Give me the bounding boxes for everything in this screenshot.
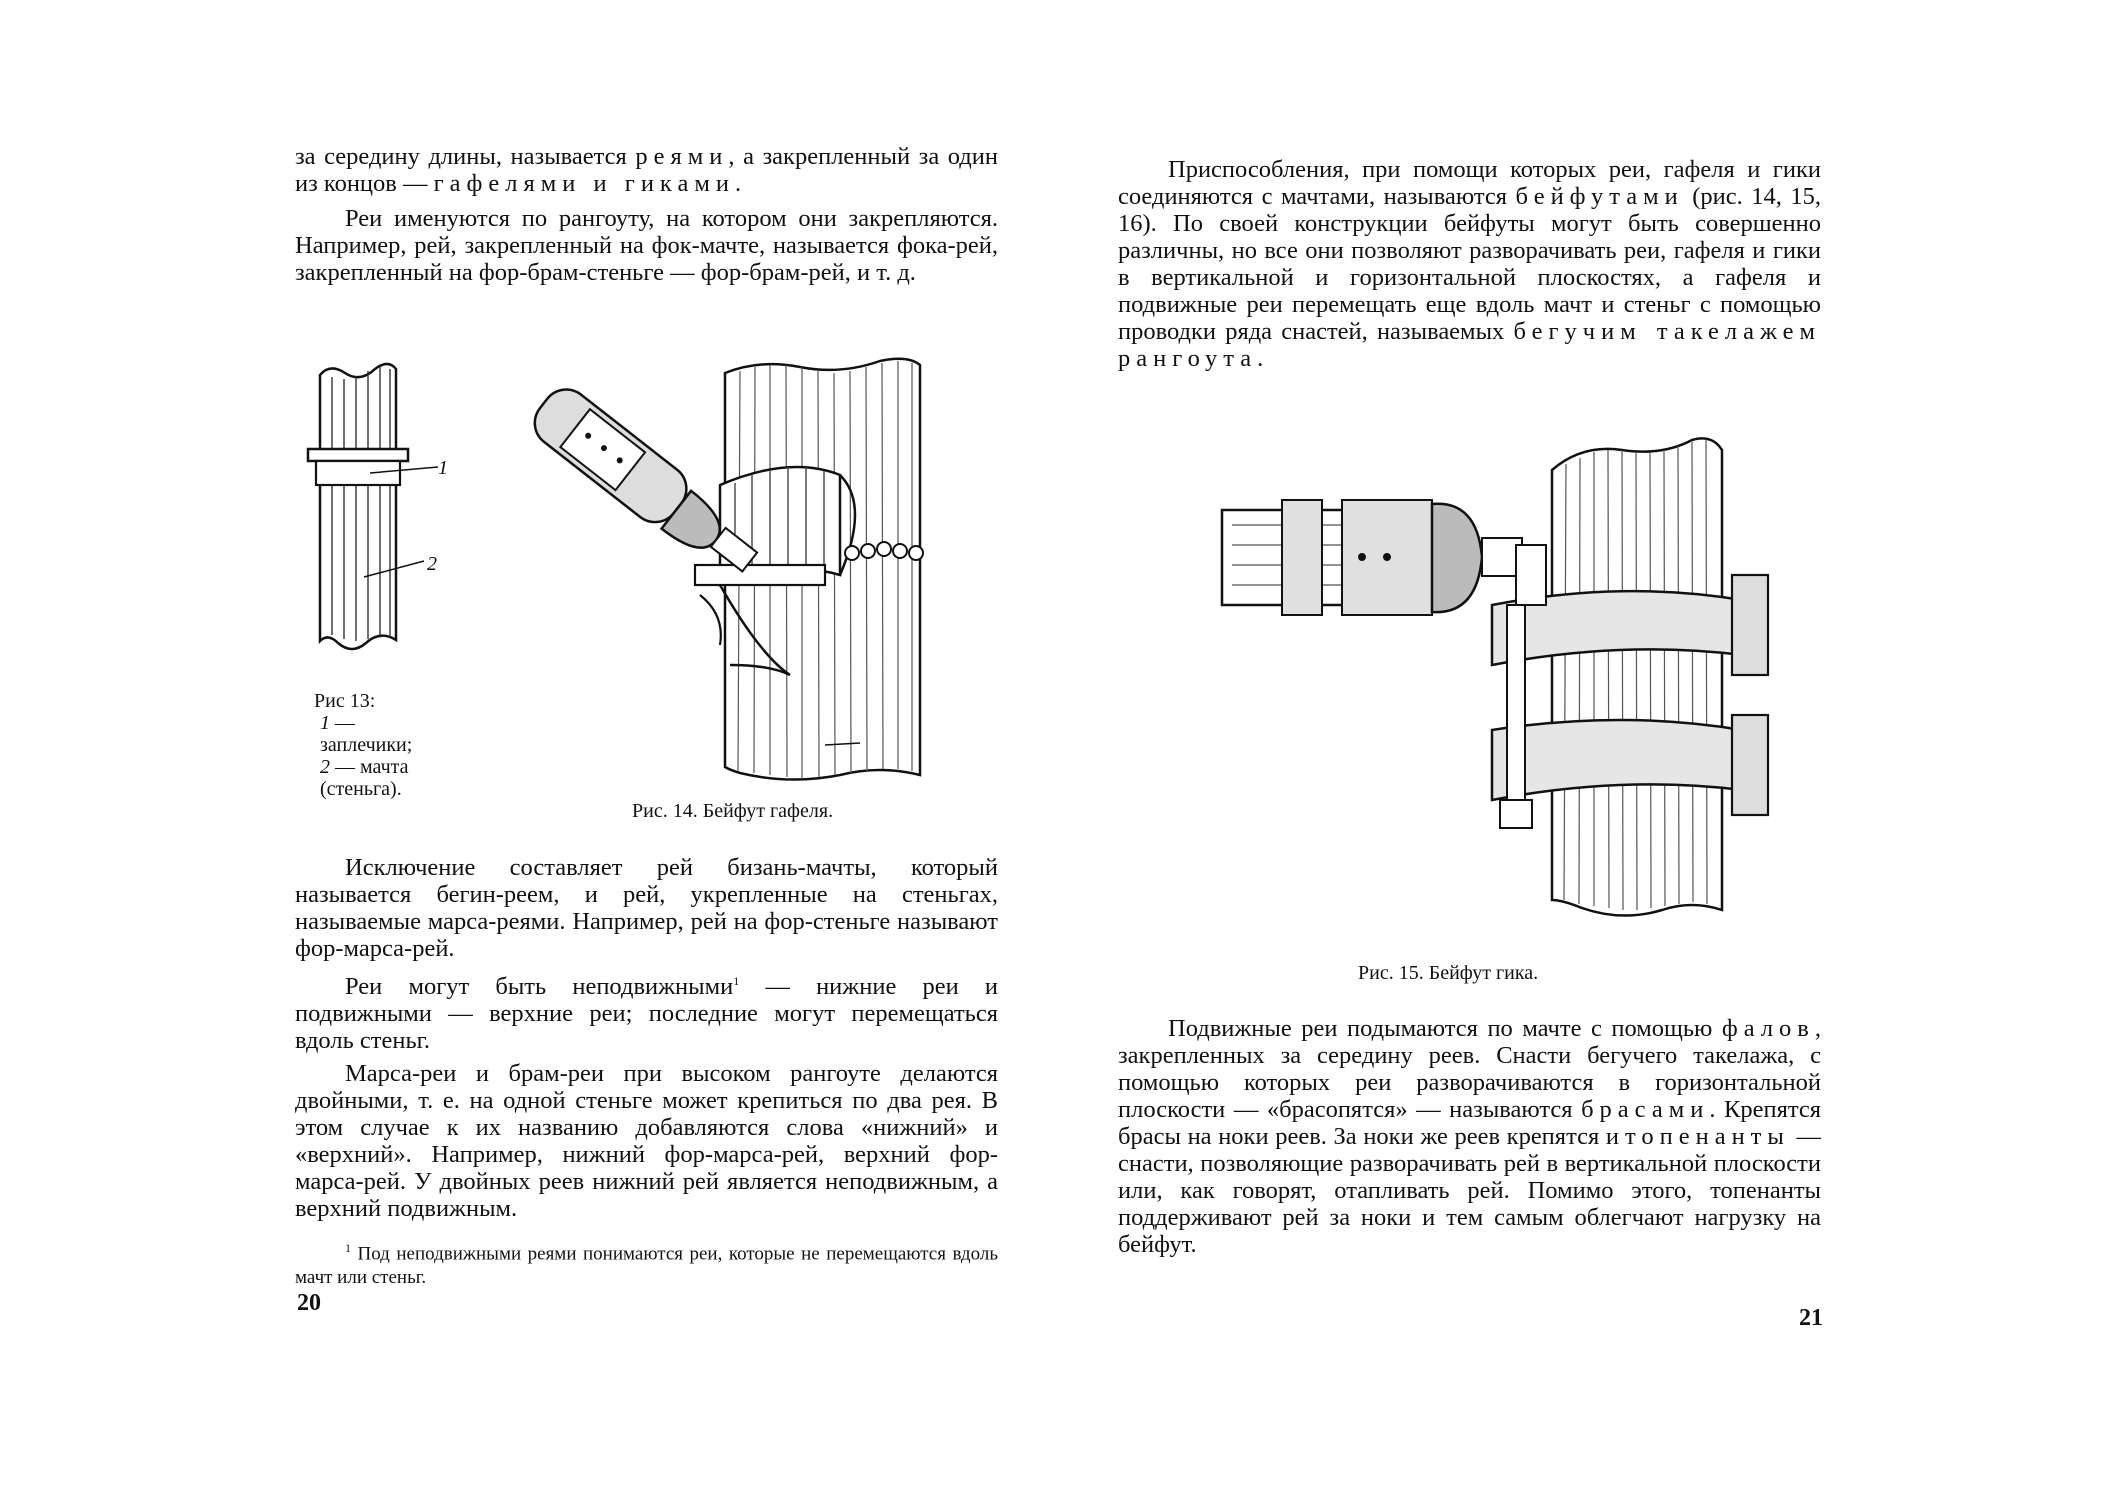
fig15-caption: Рис. 15. Бейфут гика. (1358, 962, 1539, 984)
figure-14-gaff-bayfoot (540, 355, 980, 785)
footnote (295, 1236, 998, 1290)
fig13-caption-num1: 1 (320, 712, 330, 734)
text-span: Приспособления, при помощи которых реи, гафеля и гики соединяются с мачтами, называются (1118, 156, 1821, 210)
term-gafelyami: гафелями и гиками (433, 170, 735, 197)
term-running-rigging: бегучим такелажем рангоута (1118, 318, 1822, 372)
text-span: . (734, 170, 742, 197)
right-page (1052, 0, 2105, 1489)
text-span: за середину длины, называется (295, 143, 627, 170)
footnote-ref: 1 (733, 974, 740, 988)
text-span: , а закрепленный за один из концов — (295, 143, 998, 197)
term-reyami: реями (635, 143, 729, 170)
fig13-caption-item1: — заплечики; (320, 712, 413, 756)
page-number-left: 20 (297, 1290, 321, 1316)
footnote-text: Под неподвижными реями понимаются реи, которые не перемещаются вдоль мачт или стеньг. (295, 1243, 998, 1289)
paragraph-2: Реи именуются по рангоуту, на котором они закрепляются. Например, рей, закрепленный на фок-мачте, называется фока-рей, закрепленный на фор-брам-стеньге — фор-брам-рей, и т. д. (295, 205, 998, 286)
fig13-label-2: 2 (427, 553, 437, 575)
text-span: — нижние реи и подвижными — верхние реи; последние могут перемещаться вдоль стеньг. (295, 973, 998, 1055)
text-span: Реи могут быть неподвижными (345, 973, 734, 1001)
text-span: — снасти, позволяющие разворачивать рей в вертикальной плоскости или, как говорят, отапливать рей. Помимо этого, топенанты поддерживают рей за ноки и тем самым облегчают нагрузку на бейфут. (1118, 1123, 1821, 1258)
fig13-caption-title: Рис 13: (314, 690, 376, 712)
term-brasami: брасами (1581, 1096, 1710, 1123)
text-span: Подвижные реи подымаются по мачте с помощью (1168, 1015, 1713, 1042)
term-falov: фалов (1721, 1015, 1815, 1042)
fig13-label-1: 1 (438, 457, 448, 479)
left-page (0, 0, 1052, 1489)
text-span: . (1257, 345, 1264, 372)
term-topenanty: итопенанты (1605, 1123, 1790, 1150)
figure-15-boom-bayfoot (1222, 430, 1782, 930)
top-paragraph (295, 143, 998, 286)
page-number-right: 21 (1799, 1305, 1823, 1331)
figure-13-mast (300, 355, 460, 655)
paragraph-4 (295, 968, 998, 1054)
fig13-caption (314, 690, 434, 800)
text-span: . Крепятся брасы на ноки реев. За ноки же реев крепятся (1118, 1096, 1822, 1150)
footnote-mark: 1 (345, 1241, 351, 1255)
right-paragraph-2 (1118, 1015, 1821, 1258)
fig13-caption-num2: 2 (320, 756, 330, 778)
paragraph-3: Исключение составляет рей бизань-мачты, который называется бегин-реем, и рей, укрепленные на стеньгах, называемые марса-реями. Например, рей на фор-стеньге называют фор-марса-рей. (295, 854, 998, 962)
right-paragraph-1 (1118, 156, 1821, 372)
paragraph-5: Марса-реи и брам-реи при высоком рангоуте делаются двойными, т. е. на одной стеньге может крепиться по два рея. В этом случае к их названию добавляются слова «нижний» и «верхний». Например, нижний фор-марса-рей, верхний фор-марса-рей. У двойных реев нижний рей является неподвижным, а верхний подвижным. (295, 1060, 998, 1223)
fig14-caption: Рис. 14. Бейфут гафеля. (632, 800, 834, 822)
text-span: , закрепленных за середину реев. Снасти бегучего такелажа, с помощью которых реи разворачиваются в горизонтальной плоскости — «брасопятся» — называются (1118, 1015, 1821, 1123)
fig13-caption-item2: — мачта (стеньга). (320, 756, 409, 800)
text-span: (рис. 14, 15, 16). По своей конструкции бейфуты могут быть совершенно различны, но все они позволяют разворачивать реи, гафеля и гики в вертикальной и горизонтальной плоскостях, а гафеля и подвижные реи перемещать еще вдоль мачт и стеньг с помощью проводки ряда снастей, называемых (1118, 183, 1821, 345)
lower-text (295, 854, 998, 1222)
term-beyfutami: бейфутами (1515, 183, 1684, 210)
